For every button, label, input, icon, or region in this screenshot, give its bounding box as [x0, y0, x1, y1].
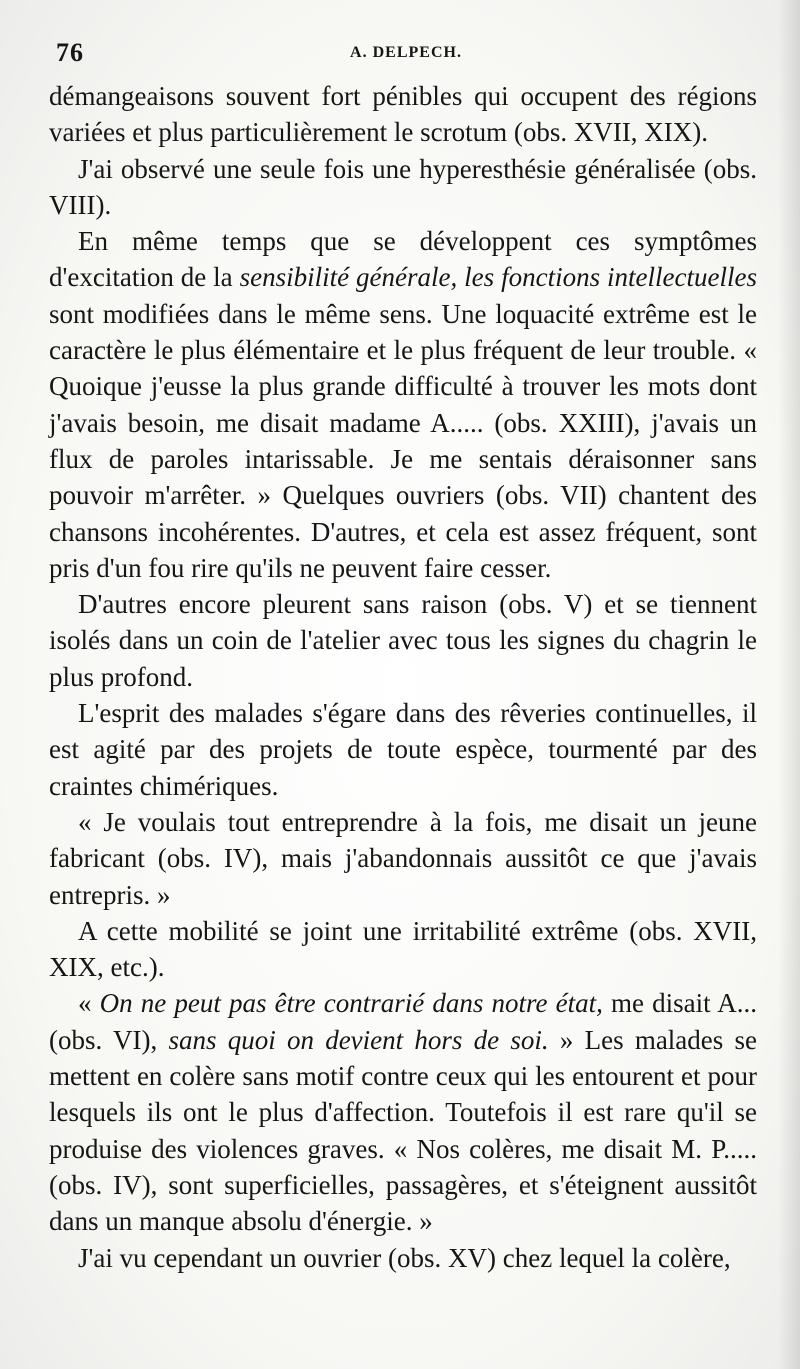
paragraph — [49, 1240, 757, 1276]
italic-text-segment: sans quoi on devient hors de soi. — [168, 1024, 549, 1055]
paragraph — [49, 223, 757, 586]
text-segment: » Les malades se mettent en colère sans motif contre ceux qui les entourent et pour lesquels ils ont le plus d'affection. Toutefois il est rare qu'il se produise des violences graves. « Nos colères, me disait M. P..... (obs. IV), sont superficielles, passagères, et s'éteignent aussitôt dans un manque absolu d'énergie. » — [49, 1024, 758, 1237]
text-segment: D'autres encore pleurent sans raison (obs. V) et se tiennent isolés dans un coin de l'atelier avec tous les signes du chagrin le plus profond. — [49, 589, 757, 692]
text-segment: « Je voulais tout entreprendre à la fois, me disait un jeune fabricant (obs. IV), mais j'abandonnais aussitôt ce que j'avais entrepris. » — [49, 806, 757, 910]
text-segment: « — [78, 988, 100, 1019]
paragraph — [49, 913, 757, 986]
text-segment: En même temps que se développent ces symptômes d'excitation de la — [49, 226, 757, 293]
paragraph — [49, 586, 757, 695]
text-segment: me disait A... (obs. VI), — [49, 988, 758, 1055]
italic-text-segment: sensibilité générale, les fonctions intellectuelles — [239, 262, 757, 293]
text-segment: J'ai vu cependant un ouvrier (obs. XV) chez lequel la colère, — [78, 1242, 731, 1273]
paragraph — [49, 151, 757, 224]
italic-text-segment: On ne peut pas être contrarié dans notre état, — [99, 988, 603, 1019]
text-segment: J'ai observé une seule fois une hyperesthésie généralisée (obs. VIII). — [49, 153, 757, 220]
paragraph — [49, 78, 757, 151]
body-text — [49, 78, 757, 1276]
page-header — [56, 38, 756, 72]
text-segment: démangeaisons souvent fort pénibles qui occupent des régions variées et plus particulièrement le scrotum (obs. XVII, XIX). — [49, 81, 757, 148]
text-segment: A cette mobilité se joint une irritabilité extrême (obs. XVII, XIX, etc.). — [49, 915, 757, 983]
page-number: 76 — [56, 38, 84, 67]
paragraph — [49, 804, 757, 913]
running-head: A. DELPECH. — [350, 44, 462, 61]
page-edge-shadow — [778, 0, 800, 1369]
text-segment: sont modifiées dans le même sens. Une loquacité extrême est le caractère le plus élémentaire et le plus fréquent de leur trouble. « Quoique j'eusse la plus grande difficulté à trouver les mots dont j'avais besoin, me disait madame A..... (obs. XXIII), j'avais un flux de paroles intarissable. Je me sentais déraisonner sans pouvoir m'arrêter. » Quelques ouvriers (obs. VII) chantent des chansons incohérentes. D'autres, et cela est assez fréquent, sont pris d'un fou rire qu'ils ne peuvent faire cesser. — [49, 298, 757, 583]
text-segment: L'esprit des malades s'égare dans des rêveries continuelles, il est agité par des projets de toute espèce, tourmenté par des craintes chimériques. — [49, 698, 757, 801]
paragraph — [49, 985, 757, 1239]
paragraph — [49, 695, 757, 804]
